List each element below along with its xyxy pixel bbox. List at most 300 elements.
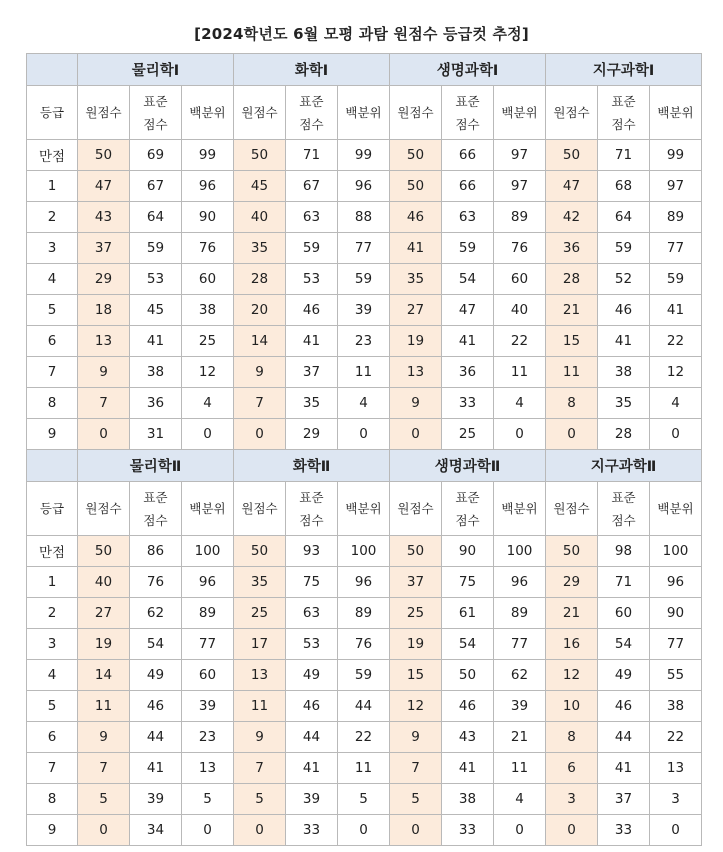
- raw-score-cell: 0: [546, 419, 598, 450]
- standard-score-cell: 76: [130, 567, 182, 598]
- percentile-cell: 23: [182, 722, 234, 753]
- raw-score-cell: 9: [78, 722, 130, 753]
- standard-score-cell: 31: [130, 419, 182, 450]
- table-row: [27, 388, 702, 419]
- percentile-cell: 62: [494, 660, 546, 691]
- standard-score-header-line2: 점수: [455, 512, 480, 528]
- percentile-cell: 25: [182, 326, 234, 357]
- percentile-cell: 99: [338, 140, 390, 171]
- raw-score-cell: 15: [546, 326, 598, 357]
- standard-score-cell: 64: [598, 202, 650, 233]
- raw-score-cell: 19: [390, 326, 442, 357]
- table-row: [27, 326, 702, 357]
- raw-score-cell: 40: [78, 567, 130, 598]
- standard-score-cell: 37: [286, 357, 338, 388]
- raw-score-header: 원점수: [234, 86, 286, 140]
- raw-score-cell: 11: [546, 357, 598, 388]
- table-row: [27, 629, 702, 660]
- raw-score-cell: 50: [234, 536, 286, 567]
- standard-score-cell: 62: [130, 598, 182, 629]
- table-row: [27, 660, 702, 691]
- standard-score-cell: 53: [286, 264, 338, 295]
- raw-score-cell: 50: [546, 536, 598, 567]
- percentile-cell: 4: [494, 784, 546, 815]
- standard-score-cell: 45: [130, 295, 182, 326]
- standard-score-cell: 59: [286, 233, 338, 264]
- raw-score-cell: 28: [234, 264, 286, 295]
- raw-score-cell: 21: [546, 598, 598, 629]
- percentile-header: 백분위: [650, 86, 702, 140]
- standard-score-cell: 66: [442, 140, 494, 171]
- standard-score-cell: 63: [286, 202, 338, 233]
- raw-score-cell: 21: [546, 295, 598, 326]
- table-row: [27, 598, 702, 629]
- raw-score-cell: 7: [78, 753, 130, 784]
- standard-score-cell: 35: [598, 388, 650, 419]
- grade-cell: 6: [27, 326, 78, 357]
- subject-header: 화학Ⅰ: [234, 54, 390, 86]
- standard-score-cell: 66: [442, 171, 494, 202]
- raw-score-cell: 35: [390, 264, 442, 295]
- percentile-cell: 4: [494, 388, 546, 419]
- standard-score-cell: 93: [286, 536, 338, 567]
- standard-score-cell: 46: [286, 691, 338, 722]
- standard-score-cell: 59: [442, 233, 494, 264]
- table-row: [27, 753, 702, 784]
- percentile-cell: 0: [494, 815, 546, 846]
- standard-score-cell: 44: [130, 722, 182, 753]
- standard-score-cell: 67: [286, 171, 338, 202]
- raw-score-cell: 8: [546, 388, 598, 419]
- percentile-cell: 5: [338, 784, 390, 815]
- standard-score-cell: 41: [442, 326, 494, 357]
- corner-cell: [27, 54, 78, 86]
- standard-score-cell: 53: [130, 264, 182, 295]
- percentile-cell: 23: [338, 326, 390, 357]
- raw-score-cell: 45: [234, 171, 286, 202]
- standard-score-cell: 98: [598, 536, 650, 567]
- standard-score-cell: 36: [130, 388, 182, 419]
- standard-score-cell: 34: [130, 815, 182, 846]
- raw-score-cell: 36: [546, 233, 598, 264]
- grade-cell: 만점: [27, 140, 78, 171]
- standard-score-cell: 59: [130, 233, 182, 264]
- percentile-cell: 22: [338, 722, 390, 753]
- percentile-cell: 77: [182, 629, 234, 660]
- raw-score-cell: 25: [390, 598, 442, 629]
- subject-header-row: [27, 54, 702, 86]
- raw-score-cell: 35: [234, 567, 286, 598]
- standard-score-cell: 86: [130, 536, 182, 567]
- percentile-cell: 22: [650, 326, 702, 357]
- percentile-cell: 38: [182, 295, 234, 326]
- page-title: [2024학년도 6월 모평 과탐 원점수 등급컷 추정]: [194, 25, 529, 43]
- standard-score-header-line1: 표준: [611, 93, 636, 109]
- raw-score-cell: 46: [390, 202, 442, 233]
- percentile-cell: 0: [338, 815, 390, 846]
- raw-score-header: 원점수: [390, 86, 442, 140]
- standard-score-header-line2: 점수: [299, 512, 324, 528]
- grade-cell: 3: [27, 629, 78, 660]
- standard-score-cell: 54: [442, 629, 494, 660]
- grade-cell: 3: [27, 233, 78, 264]
- table-row: [27, 357, 702, 388]
- subject-header: 생명과학Ⅱ: [390, 450, 546, 482]
- percentile-cell: 4: [338, 388, 390, 419]
- standard-score-cell: 38: [598, 357, 650, 388]
- percentile-cell: 5: [182, 784, 234, 815]
- percentile-cell: 97: [650, 171, 702, 202]
- standard-score-cell: 35: [286, 388, 338, 419]
- grade-cell: 6: [27, 722, 78, 753]
- raw-score-cell: 5: [78, 784, 130, 815]
- standard-score-header-line1: 표준: [143, 489, 168, 505]
- raw-score-cell: 37: [78, 233, 130, 264]
- standard-score-cell: 69: [130, 140, 182, 171]
- standard-score-cell: 41: [442, 753, 494, 784]
- percentile-cell: 77: [338, 233, 390, 264]
- percentile-cell: 38: [650, 691, 702, 722]
- percentile-cell: 77: [650, 629, 702, 660]
- table-row: [27, 784, 702, 815]
- standard-score-cell: 43: [442, 722, 494, 753]
- percentile-cell: 12: [650, 357, 702, 388]
- raw-score-cell: 13: [390, 357, 442, 388]
- table-row: [27, 202, 702, 233]
- raw-score-cell: 50: [546, 140, 598, 171]
- standard-score-cell: 61: [442, 598, 494, 629]
- percentile-cell: 11: [338, 357, 390, 388]
- table-row: [27, 419, 702, 450]
- standard-score-cell: 41: [130, 326, 182, 357]
- standard-score-header-line2: 점수: [143, 116, 168, 132]
- standard-score-cell: 25: [442, 419, 494, 450]
- standard-score-cell: 46: [598, 295, 650, 326]
- standard-score-header-line2: 점수: [143, 512, 168, 528]
- standard-score-cell: 64: [130, 202, 182, 233]
- percentile-cell: 96: [494, 567, 546, 598]
- raw-score-cell: 7: [78, 388, 130, 419]
- raw-score-cell: 6: [546, 753, 598, 784]
- standard-score-cell: 63: [286, 598, 338, 629]
- grade-cell: 5: [27, 691, 78, 722]
- standard-score-header: [130, 86, 182, 140]
- percentile-cell: 59: [650, 264, 702, 295]
- percentile-cell: 0: [182, 815, 234, 846]
- raw-score-cell: 42: [546, 202, 598, 233]
- percentile-cell: 60: [182, 264, 234, 295]
- percentile-cell: 39: [182, 691, 234, 722]
- raw-score-cell: 7: [390, 753, 442, 784]
- percentile-header: 백분위: [182, 86, 234, 140]
- percentile-cell: 13: [182, 753, 234, 784]
- table-row: [27, 233, 702, 264]
- raw-score-cell: 11: [78, 691, 130, 722]
- percentile-cell: 39: [494, 691, 546, 722]
- standard-score-cell: 46: [442, 691, 494, 722]
- table-row: [27, 140, 702, 171]
- percentile-cell: 89: [494, 202, 546, 233]
- percentile-cell: 99: [650, 140, 702, 171]
- standard-score-cell: 29: [286, 419, 338, 450]
- raw-score-cell: 28: [546, 264, 598, 295]
- raw-score-cell: 0: [546, 815, 598, 846]
- raw-score-cell: 50: [78, 536, 130, 567]
- percentile-cell: 76: [494, 233, 546, 264]
- percentile-cell: 97: [494, 171, 546, 202]
- raw-score-cell: 19: [390, 629, 442, 660]
- grade-cell: 8: [27, 388, 78, 419]
- standard-score-header: [130, 482, 182, 536]
- percentile-cell: 13: [650, 753, 702, 784]
- grade-cell: 2: [27, 598, 78, 629]
- standard-score-cell: 38: [442, 784, 494, 815]
- standard-score-header-line2: 점수: [611, 116, 636, 132]
- raw-score-cell: 17: [234, 629, 286, 660]
- raw-score-header: 원점수: [78, 86, 130, 140]
- raw-score-cell: 12: [390, 691, 442, 722]
- standard-score-cell: 68: [598, 171, 650, 202]
- raw-score-cell: 14: [78, 660, 130, 691]
- raw-score-cell: 35: [234, 233, 286, 264]
- percentile-cell: 3: [650, 784, 702, 815]
- raw-score-cell: 15: [390, 660, 442, 691]
- raw-score-cell: 11: [234, 691, 286, 722]
- standard-score-header: [286, 86, 338, 140]
- subject-header: 지구과학Ⅰ: [546, 54, 702, 86]
- raw-score-cell: 5: [390, 784, 442, 815]
- standard-score-cell: 41: [598, 753, 650, 784]
- percentile-header: 백분위: [650, 482, 702, 536]
- standard-score-cell: 46: [598, 691, 650, 722]
- raw-score-cell: 37: [390, 567, 442, 598]
- percentile-cell: 88: [338, 202, 390, 233]
- percentile-cell: 60: [494, 264, 546, 295]
- grade-cell: 2: [27, 202, 78, 233]
- standard-score-header-line1: 표준: [611, 489, 636, 505]
- percentile-cell: 96: [182, 171, 234, 202]
- subject-header: 화학Ⅱ: [234, 450, 390, 482]
- raw-score-cell: 40: [234, 202, 286, 233]
- raw-score-cell: 20: [234, 295, 286, 326]
- standard-score-cell: 41: [286, 753, 338, 784]
- raw-score-cell: 13: [234, 660, 286, 691]
- grade-cell: 9: [27, 419, 78, 450]
- standard-score-header: [442, 482, 494, 536]
- raw-score-cell: 9: [390, 388, 442, 419]
- raw-score-cell: 13: [78, 326, 130, 357]
- standard-score-cell: 33: [442, 388, 494, 419]
- standard-score-cell: 54: [130, 629, 182, 660]
- percentile-cell: 99: [182, 140, 234, 171]
- raw-score-cell: 7: [234, 388, 286, 419]
- standard-score-cell: 39: [130, 784, 182, 815]
- standard-score-cell: 63: [442, 202, 494, 233]
- standard-score-cell: 50: [442, 660, 494, 691]
- standard-score-cell: 44: [598, 722, 650, 753]
- raw-score-cell: 3: [546, 784, 598, 815]
- standard-score-cell: 37: [598, 784, 650, 815]
- grade-cell: 4: [27, 264, 78, 295]
- standard-score-cell: 49: [286, 660, 338, 691]
- raw-score-cell: 5: [234, 784, 286, 815]
- raw-score-cell: 18: [78, 295, 130, 326]
- standard-score-cell: 54: [442, 264, 494, 295]
- percentile-cell: 100: [182, 536, 234, 567]
- percentile-cell: 41: [650, 295, 702, 326]
- standard-score-cell: 71: [598, 140, 650, 171]
- percentile-cell: 96: [182, 567, 234, 598]
- raw-score-cell: 50: [390, 536, 442, 567]
- percentile-cell: 59: [338, 660, 390, 691]
- raw-score-cell: 47: [78, 171, 130, 202]
- standard-score-cell: 53: [286, 629, 338, 660]
- standard-score-header-line2: 점수: [299, 116, 324, 132]
- standard-score-cell: 46: [130, 691, 182, 722]
- grade-header: 등급: [27, 482, 78, 536]
- raw-score-cell: 50: [390, 171, 442, 202]
- percentile-cell: 55: [650, 660, 702, 691]
- raw-score-header: 원점수: [78, 482, 130, 536]
- raw-score-cell: 19: [78, 629, 130, 660]
- raw-score-cell: 27: [390, 295, 442, 326]
- raw-score-cell: 0: [390, 815, 442, 846]
- raw-score-cell: 14: [234, 326, 286, 357]
- standard-score-cell: 28: [598, 419, 650, 450]
- percentile-cell: 96: [338, 171, 390, 202]
- table-row: [27, 171, 702, 202]
- raw-score-cell: 41: [390, 233, 442, 264]
- raw-score-cell: 29: [546, 567, 598, 598]
- grade-cell: 1: [27, 567, 78, 598]
- raw-score-cell: 50: [390, 140, 442, 171]
- grade-cell: 7: [27, 357, 78, 388]
- percentile-cell: 89: [494, 598, 546, 629]
- table-row: [27, 264, 702, 295]
- table-row: [27, 536, 702, 567]
- percentile-cell: 4: [182, 388, 234, 419]
- standard-score-cell: 36: [442, 357, 494, 388]
- standard-score-cell: 59: [598, 233, 650, 264]
- grade-cell: 5: [27, 295, 78, 326]
- standard-score-cell: 33: [442, 815, 494, 846]
- standard-score-cell: 47: [442, 295, 494, 326]
- percentile-cell: 11: [494, 357, 546, 388]
- standard-score-header-line1: 표준: [299, 489, 324, 505]
- raw-score-cell: 0: [390, 419, 442, 450]
- grade-cell: 4: [27, 660, 78, 691]
- percentile-cell: 12: [182, 357, 234, 388]
- raw-score-cell: 0: [234, 815, 286, 846]
- table-row: [27, 295, 702, 326]
- percentile-cell: 44: [338, 691, 390, 722]
- grade-cell: 7: [27, 753, 78, 784]
- standard-score-cell: 41: [598, 326, 650, 357]
- corner-cell: [27, 450, 78, 482]
- grade-header: 등급: [27, 86, 78, 140]
- table-row: [27, 722, 702, 753]
- raw-score-cell: 0: [78, 419, 130, 450]
- percentile-header: 백분위: [182, 482, 234, 536]
- standard-score-header-line1: 표준: [455, 489, 480, 505]
- standard-score-cell: 44: [286, 722, 338, 753]
- raw-score-cell: 9: [234, 722, 286, 753]
- percentile-cell: 0: [182, 419, 234, 450]
- raw-score-header: 원점수: [546, 86, 598, 140]
- percentile-cell: 59: [338, 264, 390, 295]
- grade-cell: 9: [27, 815, 78, 846]
- percentile-cell: 21: [494, 722, 546, 753]
- standard-score-header: [286, 482, 338, 536]
- grade-cell: 만점: [27, 536, 78, 567]
- table-row: [27, 691, 702, 722]
- percentile-cell: 100: [494, 536, 546, 567]
- standard-score-header: [598, 482, 650, 536]
- raw-score-cell: 0: [78, 815, 130, 846]
- percentile-cell: 96: [338, 567, 390, 598]
- percentile-cell: 0: [650, 419, 702, 450]
- percentile-cell: 77: [494, 629, 546, 660]
- percentile-cell: 89: [182, 598, 234, 629]
- percentile-cell: 96: [650, 567, 702, 598]
- raw-score-cell: 43: [78, 202, 130, 233]
- standard-score-cell: 71: [598, 567, 650, 598]
- raw-score-header: 원점수: [390, 482, 442, 536]
- standard-score-cell: 75: [442, 567, 494, 598]
- subject-header: 지구과학Ⅱ: [546, 450, 702, 482]
- percentile-cell: 40: [494, 295, 546, 326]
- raw-score-cell: 9: [78, 357, 130, 388]
- standard-score-cell: 33: [598, 815, 650, 846]
- percentile-cell: 89: [338, 598, 390, 629]
- standard-score-cell: 41: [130, 753, 182, 784]
- standard-score-header-line2: 점수: [455, 116, 480, 132]
- percentile-cell: 89: [650, 202, 702, 233]
- percentile-cell: 22: [650, 722, 702, 753]
- raw-score-cell: 9: [390, 722, 442, 753]
- subject-header: 물리학Ⅰ: [78, 54, 234, 86]
- percentile-cell: 100: [338, 536, 390, 567]
- subject-header: 물리학Ⅱ: [78, 450, 234, 482]
- percentile-cell: 11: [494, 753, 546, 784]
- percentile-cell: 0: [650, 815, 702, 846]
- percentile-header: 백분위: [494, 86, 546, 140]
- percentile-cell: 76: [338, 629, 390, 660]
- standard-score-header-line1: 표준: [299, 93, 324, 109]
- raw-score-cell: 50: [78, 140, 130, 171]
- raw-score-cell: 16: [546, 629, 598, 660]
- standard-score-header-line1: 표준: [143, 93, 168, 109]
- percentile-cell: 76: [182, 233, 234, 264]
- standard-score-cell: 90: [442, 536, 494, 567]
- raw-score-header: 원점수: [546, 482, 598, 536]
- percentile-cell: 90: [182, 202, 234, 233]
- standard-score-cell: 60: [598, 598, 650, 629]
- percentile-cell: 100: [650, 536, 702, 567]
- standard-score-cell: 54: [598, 629, 650, 660]
- raw-score-cell: 29: [78, 264, 130, 295]
- raw-score-cell: 25: [234, 598, 286, 629]
- standard-score-cell: 38: [130, 357, 182, 388]
- raw-score-cell: 47: [546, 171, 598, 202]
- standard-score-cell: 67: [130, 171, 182, 202]
- raw-score-cell: 8: [546, 722, 598, 753]
- table-row: [27, 815, 702, 846]
- grade-cut-table: [26, 53, 702, 846]
- raw-score-header: 원점수: [234, 482, 286, 536]
- percentile-cell: 22: [494, 326, 546, 357]
- standard-score-header-line2: 점수: [611, 512, 636, 528]
